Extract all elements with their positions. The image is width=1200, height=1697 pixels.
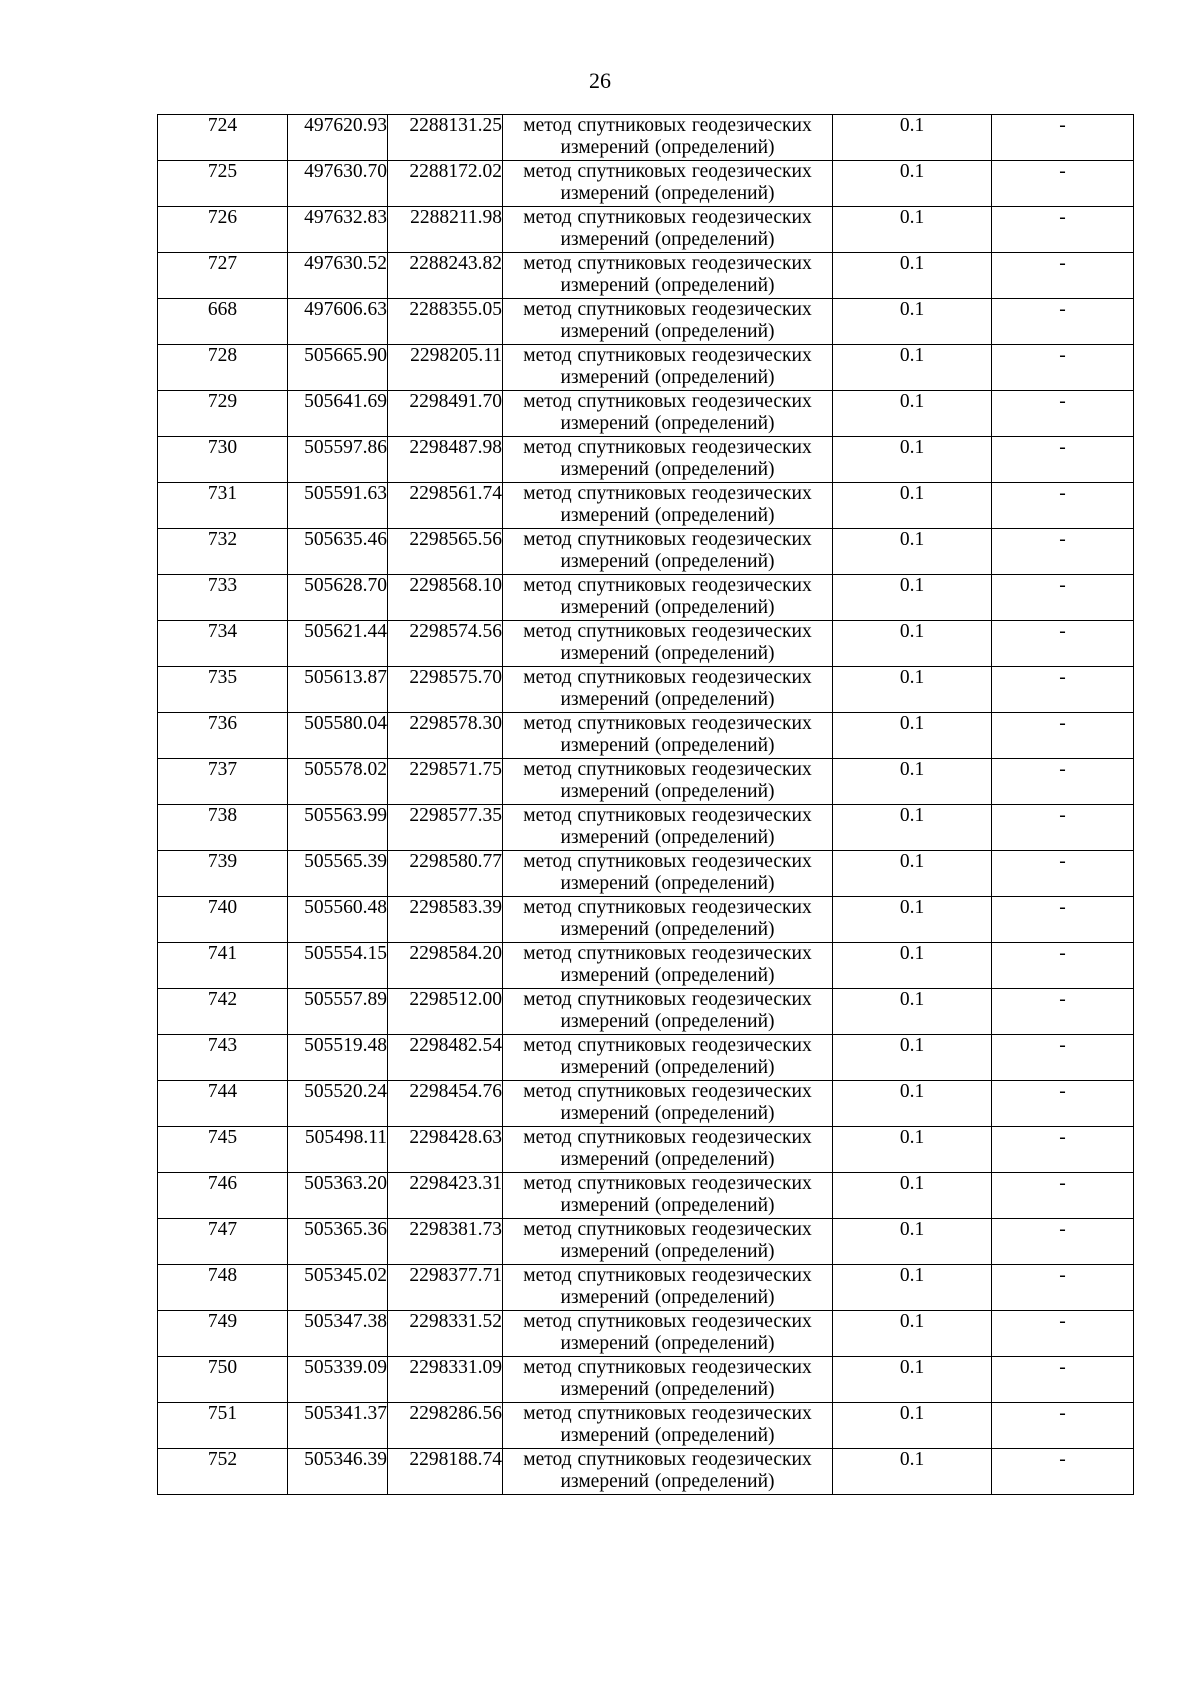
note-cell: - — [992, 1449, 1134, 1495]
note-cell: - — [992, 1219, 1134, 1265]
note-cell: - — [992, 529, 1134, 575]
accuracy-cell: 0.1 — [833, 897, 992, 943]
y-coordinate-cell: 2298580.77 — [388, 851, 503, 897]
accuracy-cell: 0.1 — [833, 391, 992, 437]
y-coordinate-cell: 2298487.98 — [388, 437, 503, 483]
accuracy-cell: 0.1 — [833, 575, 992, 621]
accuracy-cell: 0.1 — [833, 621, 992, 667]
method-cell — [503, 391, 833, 437]
y-coordinate-cell: 2288243.82 — [388, 253, 503, 299]
point-number-cell: 728 — [158, 345, 288, 391]
note-cell: - — [992, 1081, 1134, 1127]
accuracy-cell: 0.1 — [833, 667, 992, 713]
accuracy-cell: 0.1 — [833, 1265, 992, 1311]
y-coordinate-cell: 2288172.02 — [388, 161, 503, 207]
method-text: метод спутниковых геодезических измерений (определений) — [523, 1311, 812, 1354]
note-cell: - — [992, 345, 1134, 391]
method-cell — [503, 345, 833, 391]
y-coordinate-cell: 2298188.74 — [388, 1449, 503, 1495]
point-number-cell: 724 — [158, 115, 288, 161]
x-coordinate-cell: 505347.38 — [288, 1311, 388, 1357]
accuracy-cell: 0.1 — [833, 529, 992, 575]
note-cell: - — [992, 851, 1134, 897]
y-coordinate-cell: 2298428.63 — [388, 1127, 503, 1173]
table-row — [158, 575, 1134, 621]
accuracy-cell: 0.1 — [833, 161, 992, 207]
y-coordinate-cell: 2298286.56 — [388, 1403, 503, 1449]
note-cell: - — [992, 713, 1134, 759]
table-row — [158, 805, 1134, 851]
table-row — [158, 989, 1134, 1035]
method-text: метод спутниковых геодезических измерений (определений) — [523, 1081, 812, 1124]
table-row — [158, 207, 1134, 253]
y-coordinate-cell: 2298583.39 — [388, 897, 503, 943]
accuracy-cell: 0.1 — [833, 115, 992, 161]
point-number-cell: 749 — [158, 1311, 288, 1357]
method-cell — [503, 851, 833, 897]
note-cell: - — [992, 621, 1134, 667]
accuracy-cell: 0.1 — [833, 1311, 992, 1357]
table-row — [158, 1357, 1134, 1403]
method-cell — [503, 713, 833, 759]
method-cell — [503, 437, 833, 483]
note-cell: - — [992, 805, 1134, 851]
x-coordinate-cell: 497620.93 — [288, 115, 388, 161]
x-coordinate-cell: 497630.52 — [288, 253, 388, 299]
method-text: метод спутниковых геодезических измерений (определений) — [523, 115, 812, 158]
point-number-cell: 736 — [158, 713, 288, 759]
table-row — [158, 1311, 1134, 1357]
accuracy-cell: 0.1 — [833, 1081, 992, 1127]
method-text: метод спутниковых геодезических измерений (определений) — [523, 1449, 812, 1492]
y-coordinate-cell: 2298574.56 — [388, 621, 503, 667]
x-coordinate-cell: 505578.02 — [288, 759, 388, 805]
coordinates-table-body — [158, 115, 1134, 1495]
y-coordinate-cell: 2298571.75 — [388, 759, 503, 805]
point-number-cell: 748 — [158, 1265, 288, 1311]
x-coordinate-cell: 505339.09 — [288, 1357, 388, 1403]
x-coordinate-cell: 505345.02 — [288, 1265, 388, 1311]
point-number-cell: 735 — [158, 667, 288, 713]
x-coordinate-cell: 497606.63 — [288, 299, 388, 345]
note-cell: - — [992, 391, 1134, 437]
note-cell: - — [992, 989, 1134, 1035]
method-cell — [503, 759, 833, 805]
y-coordinate-cell: 2298578.30 — [388, 713, 503, 759]
method-cell — [503, 1265, 833, 1311]
note-cell: - — [992, 299, 1134, 345]
y-coordinate-cell: 2298577.35 — [388, 805, 503, 851]
method-text: метод спутниковых геодезических измерений (определений) — [523, 1127, 812, 1170]
table-row — [158, 1127, 1134, 1173]
method-text: метод спутниковых геодезических измерений (определений) — [523, 1265, 812, 1308]
y-coordinate-cell: 2298377.71 — [388, 1265, 503, 1311]
point-number-cell: 737 — [158, 759, 288, 805]
note-cell: - — [992, 161, 1134, 207]
note-cell: - — [992, 115, 1134, 161]
note-cell: - — [992, 943, 1134, 989]
table-row — [158, 115, 1134, 161]
x-coordinate-cell: 505597.86 — [288, 437, 388, 483]
note-cell: - — [992, 575, 1134, 621]
point-number-cell: 731 — [158, 483, 288, 529]
note-cell: - — [992, 1173, 1134, 1219]
method-text: метод спутниковых геодезических измерений (определений) — [523, 1035, 812, 1078]
x-coordinate-cell: 505563.99 — [288, 805, 388, 851]
y-coordinate-cell: 2288131.25 — [388, 115, 503, 161]
y-coordinate-cell: 2298561.74 — [388, 483, 503, 529]
accuracy-cell: 0.1 — [833, 437, 992, 483]
x-coordinate-cell: 497632.83 — [288, 207, 388, 253]
table-row — [158, 1081, 1134, 1127]
table-row — [158, 1219, 1134, 1265]
x-coordinate-cell: 505635.46 — [288, 529, 388, 575]
x-coordinate-cell: 505580.04 — [288, 713, 388, 759]
accuracy-cell: 0.1 — [833, 1403, 992, 1449]
x-coordinate-cell: 505341.37 — [288, 1403, 388, 1449]
note-cell: - — [992, 253, 1134, 299]
y-coordinate-cell: 2298423.31 — [388, 1173, 503, 1219]
table-row — [158, 1035, 1134, 1081]
y-coordinate-cell: 2298512.00 — [388, 989, 503, 1035]
y-coordinate-cell: 2298491.70 — [388, 391, 503, 437]
point-number-cell: 738 — [158, 805, 288, 851]
method-text: метод спутниковых геодезических измерений (определений) — [523, 989, 812, 1032]
x-coordinate-cell: 505621.44 — [288, 621, 388, 667]
method-cell — [503, 1311, 833, 1357]
point-number-cell: 726 — [158, 207, 288, 253]
method-text: метод спутниковых геодезических измерений (определений) — [523, 667, 812, 710]
table-row — [158, 161, 1134, 207]
method-cell — [503, 989, 833, 1035]
x-coordinate-cell: 505363.20 — [288, 1173, 388, 1219]
note-cell: - — [992, 1127, 1134, 1173]
accuracy-cell: 0.1 — [833, 943, 992, 989]
note-cell: - — [992, 1357, 1134, 1403]
accuracy-cell: 0.1 — [833, 345, 992, 391]
method-cell — [503, 299, 833, 345]
method-text: метод спутниковых геодезических измерений (определений) — [523, 483, 812, 526]
point-number-cell: 752 — [158, 1449, 288, 1495]
accuracy-cell: 0.1 — [833, 1035, 992, 1081]
table-row — [158, 345, 1134, 391]
method-cell — [503, 1219, 833, 1265]
point-number-cell: 750 — [158, 1357, 288, 1403]
point-number-cell: 732 — [158, 529, 288, 575]
coordinates-table — [157, 114, 1134, 1495]
accuracy-cell: 0.1 — [833, 1449, 992, 1495]
method-text: метод спутниковых геодезических измерений (определений) — [523, 621, 812, 664]
x-coordinate-cell: 505641.69 — [288, 391, 388, 437]
y-coordinate-cell: 2298565.56 — [388, 529, 503, 575]
x-coordinate-cell: 505613.87 — [288, 667, 388, 713]
accuracy-cell: 0.1 — [833, 851, 992, 897]
method-text: метод спутниковых геодезических измерений (определений) — [523, 805, 812, 848]
table-row — [158, 391, 1134, 437]
point-number-cell: 729 — [158, 391, 288, 437]
point-number-cell: 734 — [158, 621, 288, 667]
method-cell — [503, 1173, 833, 1219]
method-text: метод спутниковых геодезических измерений (определений) — [523, 759, 812, 802]
point-number-cell: 741 — [158, 943, 288, 989]
method-cell — [503, 575, 833, 621]
x-coordinate-cell: 505565.39 — [288, 851, 388, 897]
y-coordinate-cell: 2298331.52 — [388, 1311, 503, 1357]
accuracy-cell: 0.1 — [833, 759, 992, 805]
method-text: метод спутниковых геодезических измерений (определений) — [523, 253, 812, 296]
table-row — [158, 1449, 1134, 1495]
y-coordinate-cell: 2298331.09 — [388, 1357, 503, 1403]
table-row — [158, 621, 1134, 667]
note-cell: - — [992, 1311, 1134, 1357]
method-text: метод спутниковых геодезических измерений (определений) — [523, 1357, 812, 1400]
note-cell: - — [992, 1403, 1134, 1449]
point-number-cell: 742 — [158, 989, 288, 1035]
method-cell — [503, 1127, 833, 1173]
x-coordinate-cell: 505519.48 — [288, 1035, 388, 1081]
method-text: метод спутниковых геодезических измерений (определений) — [523, 943, 812, 986]
method-cell — [503, 943, 833, 989]
method-cell — [503, 621, 833, 667]
note-cell: - — [992, 483, 1134, 529]
x-coordinate-cell: 505557.89 — [288, 989, 388, 1035]
point-number-cell: 751 — [158, 1403, 288, 1449]
method-text: метод спутниковых геодезических измерений (определений) — [523, 299, 812, 342]
method-text: метод спутниковых геодезических измерений (определений) — [523, 851, 812, 894]
method-cell — [503, 529, 833, 575]
x-coordinate-cell: 505498.11 — [288, 1127, 388, 1173]
method-cell — [503, 1081, 833, 1127]
y-coordinate-cell: 2298584.20 — [388, 943, 503, 989]
x-coordinate-cell: 497630.70 — [288, 161, 388, 207]
note-cell: - — [992, 1265, 1134, 1311]
table-row — [158, 299, 1134, 345]
method-text: метод спутниковых геодезических измерений (определений) — [523, 207, 812, 250]
accuracy-cell: 0.1 — [833, 1357, 992, 1403]
note-cell: - — [992, 207, 1134, 253]
method-text: метод спутниковых геодезических измерений (определений) — [523, 713, 812, 756]
accuracy-cell: 0.1 — [833, 253, 992, 299]
method-cell — [503, 483, 833, 529]
y-coordinate-cell: 2288355.05 — [388, 299, 503, 345]
table-row — [158, 1173, 1134, 1219]
accuracy-cell: 0.1 — [833, 805, 992, 851]
method-cell — [503, 115, 833, 161]
method-cell — [503, 897, 833, 943]
note-cell: - — [992, 1035, 1134, 1081]
point-number-cell: 668 — [158, 299, 288, 345]
accuracy-cell: 0.1 — [833, 207, 992, 253]
table-row — [158, 851, 1134, 897]
method-cell — [503, 1449, 833, 1495]
x-coordinate-cell: 505591.63 — [288, 483, 388, 529]
method-text: метод спутниковых геодезических измерений (определений) — [523, 161, 812, 204]
accuracy-cell: 0.1 — [833, 483, 992, 529]
note-cell: - — [992, 897, 1134, 943]
method-cell — [503, 667, 833, 713]
y-coordinate-cell: 2298454.76 — [388, 1081, 503, 1127]
table-row — [158, 667, 1134, 713]
method-text: метод спутниковых геодезических измерений (определений) — [523, 575, 812, 618]
point-number-cell: 740 — [158, 897, 288, 943]
point-number-cell: 746 — [158, 1173, 288, 1219]
table-row — [158, 437, 1134, 483]
y-coordinate-cell: 2298568.10 — [388, 575, 503, 621]
accuracy-cell: 0.1 — [833, 1173, 992, 1219]
method-cell — [503, 207, 833, 253]
method-cell — [503, 1035, 833, 1081]
method-text: метод спутниковых геодезических измерений (определений) — [523, 1219, 812, 1262]
x-coordinate-cell: 505560.48 — [288, 897, 388, 943]
method-cell — [503, 1403, 833, 1449]
point-number-cell: 733 — [158, 575, 288, 621]
table-row — [158, 897, 1134, 943]
point-number-cell: 747 — [158, 1219, 288, 1265]
point-number-cell: 730 — [158, 437, 288, 483]
table-row — [158, 943, 1134, 989]
x-coordinate-cell: 505365.36 — [288, 1219, 388, 1265]
method-text: метод спутниковых геодезических измерений (определений) — [523, 345, 812, 388]
page-number: 26 — [589, 68, 611, 93]
method-text: метод спутниковых геодезических измерений (определений) — [523, 1173, 812, 1216]
point-number-cell: 725 — [158, 161, 288, 207]
method-text: метод спутниковых геодезических измерений (определений) — [523, 529, 812, 572]
y-coordinate-cell: 2298205.11 — [388, 345, 503, 391]
accuracy-cell: 0.1 — [833, 713, 992, 759]
accuracy-cell: 0.1 — [833, 989, 992, 1035]
y-coordinate-cell: 2288211.98 — [388, 207, 503, 253]
method-text: метод спутниковых геодезических измерений (определений) — [523, 1403, 812, 1446]
table-row — [158, 253, 1134, 299]
point-number-cell: 744 — [158, 1081, 288, 1127]
point-number-cell: 739 — [158, 851, 288, 897]
table-row — [158, 759, 1134, 805]
y-coordinate-cell: 2298575.70 — [388, 667, 503, 713]
x-coordinate-cell: 505628.70 — [288, 575, 388, 621]
x-coordinate-cell: 505346.39 — [288, 1449, 388, 1495]
method-cell — [503, 161, 833, 207]
table-row — [158, 483, 1134, 529]
method-cell — [503, 1357, 833, 1403]
method-cell — [503, 253, 833, 299]
x-coordinate-cell: 505554.15 — [288, 943, 388, 989]
note-cell: - — [992, 759, 1134, 805]
point-number-cell: 743 — [158, 1035, 288, 1081]
y-coordinate-cell: 2298381.73 — [388, 1219, 503, 1265]
method-text: метод спутниковых геодезических измерений (определений) — [523, 391, 812, 434]
y-coordinate-cell: 2298482.54 — [388, 1035, 503, 1081]
x-coordinate-cell: 505520.24 — [288, 1081, 388, 1127]
accuracy-cell: 0.1 — [833, 1127, 992, 1173]
note-cell: - — [992, 437, 1134, 483]
table-row — [158, 529, 1134, 575]
accuracy-cell: 0.1 — [833, 1219, 992, 1265]
table-row — [158, 1403, 1134, 1449]
method-text: метод спутниковых геодезических измерений (определений) — [523, 897, 812, 940]
table-row — [158, 713, 1134, 759]
method-cell — [503, 805, 833, 851]
point-number-cell: 745 — [158, 1127, 288, 1173]
point-number-cell: 727 — [158, 253, 288, 299]
accuracy-cell: 0.1 — [833, 299, 992, 345]
method-text: метод спутниковых геодезических измерений (определений) — [523, 437, 812, 480]
table-row — [158, 1265, 1134, 1311]
x-coordinate-cell: 505665.90 — [288, 345, 388, 391]
note-cell: - — [992, 667, 1134, 713]
